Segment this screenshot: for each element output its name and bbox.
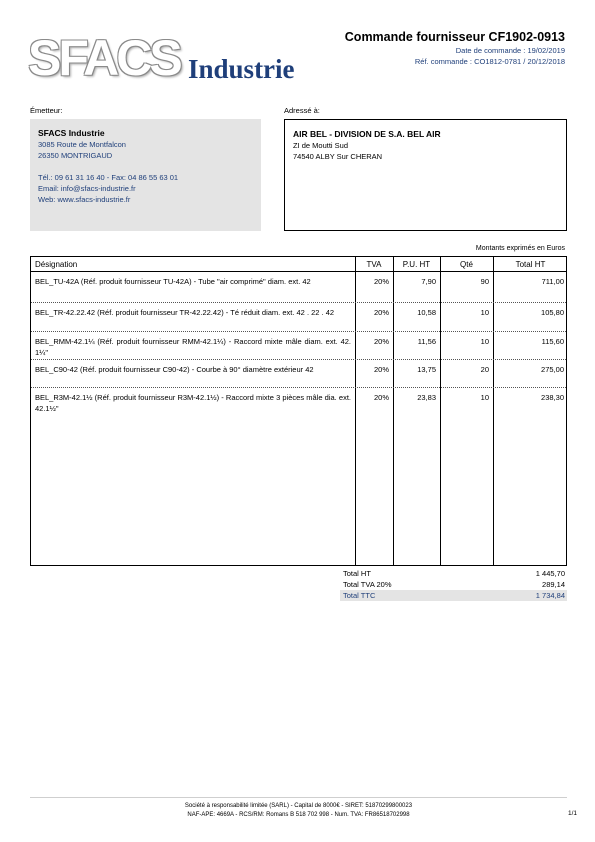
row-unit-price: 7,90: [421, 277, 436, 286]
recipient-name: AIR BEL - DIVISION DE S.A. BEL AIR: [293, 129, 441, 139]
table-row: [31, 332, 566, 360]
legal-footer: [30, 797, 567, 820]
row-quantity: 20: [480, 365, 489, 374]
order-lines-table: [30, 256, 567, 566]
total-tva-label: Total TVA 20%: [343, 580, 392, 589]
row-tva: 20%: [373, 365, 389, 374]
row-designation: BEL_TU-42A (Réf. produit fournisseur TU-42A) - Tube "air comprimé" diam. ext. 42: [35, 277, 311, 286]
recipient-box: [284, 119, 567, 231]
sender-email: Email: info@sfacs-industrie.fr: [38, 184, 136, 193]
total-ht-label: Total HT: [343, 569, 371, 578]
footer-line2: NAF-APE: 4669A - RCS/RM: Romans B 518 702 998 - Num. TVA: FR86518702998: [187, 812, 410, 818]
recipient-address-line1: ZI de Moutti Sud: [293, 141, 349, 150]
sender-address-line1: 3085 Route de Montfalcon: [38, 140, 126, 149]
logo-suffix-text: Industrie: [188, 54, 295, 84]
row-unit-price: 23,83: [417, 393, 436, 402]
currency-note: Montants exprimés en Euros: [475, 245, 565, 252]
sender-address-line2: 26350 MONTRIGAUD: [38, 151, 113, 160]
total-ht-row: [340, 568, 567, 579]
row-designation: BEL_R3M-42.1½ (Réf. produit fournisseur R3M-42.1½) - Raccord mixte 3 pièces mâle dia. ext. 42.1½": [35, 393, 351, 413]
sender-website: Web: www.sfacs-industrie.fr: [38, 195, 131, 204]
row-tva: 20%: [373, 277, 389, 286]
total-ttc-row: [340, 590, 567, 601]
total-ttc-value: 1 734,84: [535, 591, 565, 600]
table-row: [31, 360, 566, 388]
sender-label: Émetteur:: [30, 106, 63, 115]
sender-box: [30, 119, 261, 231]
row-quantity: 10: [480, 308, 489, 317]
row-quantity: 90: [480, 277, 489, 286]
total-tva-row: [340, 579, 567, 590]
total-ht-value: 1 445,70: [535, 569, 565, 578]
sender-phone: Tél.: 09 61 31 16 40 - Fax: 04 86 55 63 01: [38, 173, 179, 182]
row-unit-price: 13,75: [417, 365, 436, 374]
table-header: [31, 257, 566, 272]
row-tva: 20%: [373, 393, 389, 402]
recipient-address-line2: 74540 ALBY Sur CHERAN: [293, 152, 383, 161]
row-total: 275,00: [541, 365, 564, 374]
logo-brand-text: SFACS: [28, 30, 180, 86]
sender-name: SFACS Industrie: [38, 128, 105, 138]
totals-block: [340, 568, 567, 601]
row-total: 238,30: [541, 393, 564, 402]
row-total: 711,00: [541, 277, 564, 286]
recipient-label: Adressé à:: [284, 106, 320, 115]
row-unit-price: 10,58: [417, 308, 436, 317]
header-total: Total HT: [515, 260, 546, 269]
row-designation: BEL_RMM-42.1¼ (Réf. produit fournisseur RMM-42.1¼) - Raccord mixte mâle diam. ext. 42. 1¼": [35, 337, 351, 357]
page-number: 1/1: [567, 810, 577, 817]
header-designation: Désignation: [35, 260, 78, 269]
header-unit-price: P.U. HT: [402, 260, 431, 269]
header-quantity: Qté: [460, 260, 473, 269]
footer-line1: Société à responsabilité limitée (SARL) - Capital de 8000€ - SIRET: 51870299800023: [184, 803, 413, 809]
document-header: [345, 30, 565, 67]
order-reference: Réf. commande : CO1812-0781 / 20/12/2018: [414, 57, 565, 66]
row-unit-price: 11,56: [417, 337, 436, 346]
document-title: Commande fournisseur CF1902-0913: [344, 30, 565, 44]
company-logo: [28, 30, 318, 86]
row-designation: BEL_C90-42 (Réf. produit fournisseur C90-42) - Courbe à 90° diamètre extérieur 42: [35, 365, 314, 374]
table-row: [31, 303, 566, 332]
table-row: [31, 272, 566, 303]
order-date: Date de commande : 19/02/2019: [455, 46, 565, 55]
row-tva: 20%: [373, 337, 389, 346]
row-quantity: 10: [480, 393, 489, 402]
total-ttc-label: Total TTC: [343, 591, 376, 600]
row-designation: BEL_TR-42.22.42 (Réf. produit fournisseur TR-42.22.42) - Té réduit diam. ext. 42 . 22 . 42: [35, 308, 335, 317]
total-tva-value: 289,14: [542, 580, 565, 589]
row-total: 105,80: [541, 308, 564, 317]
header-tva: TVA: [366, 260, 382, 269]
table-row: [31, 388, 566, 567]
row-quantity: 10: [480, 337, 489, 346]
row-total: 115,60: [541, 337, 564, 346]
row-tva: 20%: [373, 308, 389, 317]
